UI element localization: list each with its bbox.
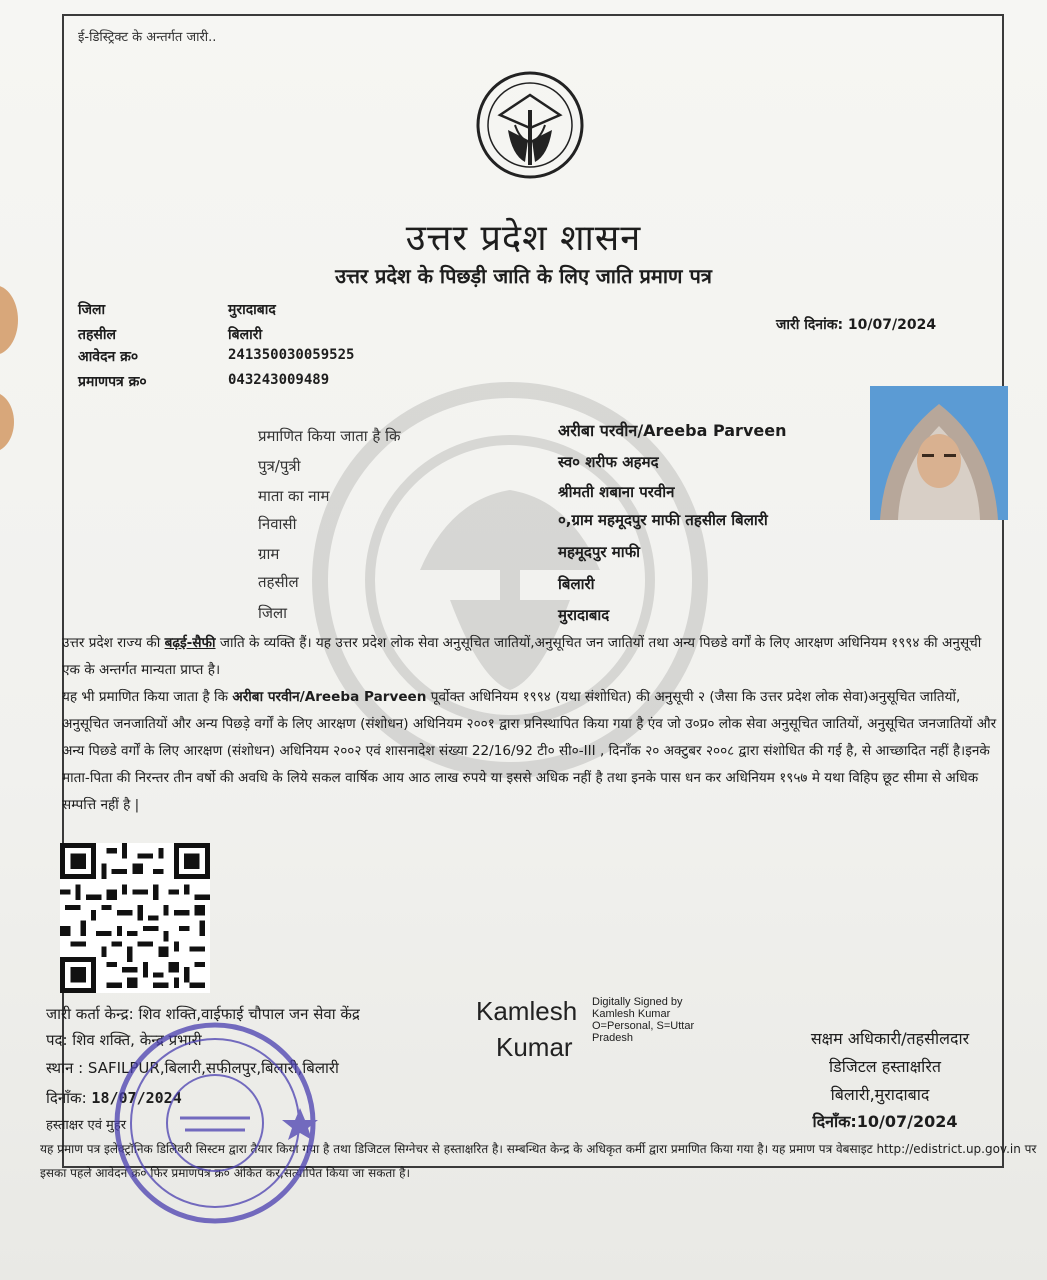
digital-signature-name-line2: Kumar (496, 1032, 573, 1062)
meta-value-certificate-no: 043243009489 (228, 372, 330, 388)
field-value-resident: ०,ग्राम महमूदपुर माफी तहसील बिलारी (558, 511, 768, 529)
para2-text-cont: पूर्वोक्त अधिनियम १९९४ (यथा संशोधित) की अनुसूची २ (जैसा कि उत्तर प्रदेश लोक सेवा)अनुसूचित जातियों, अनुसूचित जनजातियों और अन्य पिछड़े वर्गों के लिए आरक्षण (संशोधन) अधिनियम २००१ द्वारा प्रनिस्थापित किया गया है एंव जो उ०प्र० लोक सेवा अनुसूचित जातियों, अनुसूचित जनजातियों और अन्य पिछडे वर्गों के लिए आरक्षण (संशोधन) अधिनियम २००२ एवं शासनादेश संख्या 22/16/92 टी० सी०-III , दिनाँक २० अक्टुबर २००८ द्वारा संशोधित की गई है, से आच्छादित नहीं है।इनके माता-पिता की निरन्तर तीन वर्षो की अवधि के लिये सकल वार्षिक आय आठ लाख रुपये या इससे अधिक नहीं है तथा इनके पास धन कर अधिनियम १९५७ मे यथा विहिप छूट सीमा से अधिक सम्पत्ति नहीं है | (62, 689, 997, 813)
issuer-date-label: दिनाँक: (46, 1089, 87, 1107)
field-value-mother: श्रीमती शबाना परवीन (558, 483, 675, 501)
field-value-village: महमूदपुर माफी (558, 543, 641, 561)
field-value-name: अरीबा परवीन/Areeba Parveen (558, 421, 787, 440)
meta-label-tehsil: तहसील (78, 327, 116, 343)
authority-sign: डिजिटल हस्ताक्षरित (829, 1057, 941, 1076)
issue-date: जारी दिनांक: 10/07/2024 (776, 317, 937, 333)
meta-value-application-no: 241350030059525 (228, 347, 355, 363)
para1-text: उत्तर प्रदेश राज्य की (62, 635, 165, 651)
field-value-father: स्व० शरीफ अहमद (558, 453, 659, 471)
footer-note: यह प्रमाण पत्र इलेक्ट्रॉनिक डिलिवरी सिस्टम द्वारा तैयार किया गया है तथा डिजिटल सिग्नेचर से हस्ताक्षरित है। सम्बन्धित केन्द्र के अधिकृत कर्मी द्वारा प्रमाणित किया गया है। यह प्रमाण पत्र वेबसाइट http://edistrict.up.gov.in पर इसका पहले आवेदन क्र० फिर प्रमाणपत्र क्र० अंकित कर,सत्यापित किया जा सकता है। (40, 1142, 1037, 1180)
field-label-village: ग्राम (258, 545, 280, 563)
caste-name: बढ़ई-सैफी (164, 635, 216, 651)
issuer-place: स्थान : SAFILPUR,बिलारी,सफीलपुर,बिलारी,बिलारी (46, 1059, 339, 1077)
up-government-emblem-icon (470, 70, 590, 180)
finger (0, 285, 18, 355)
para1-text-cont: जाति के व्यक्ति हैं। यह उत्तर प्रदेश लोक सेवा अनुसूचित जातियों,अनुसूचित जन जातियों तथा अन्य पिछडे वर्गों के लिए आरक्षण अधिनियम १९९४ की अनुसूची एक के अन्तर्गत मान्यता प्राप्त है। (62, 635, 982, 678)
page-title: उत्तर प्रदेश शासन (405, 218, 642, 259)
digital-signature-name-line1: Kamlesh (476, 996, 578, 1026)
field-label-district: जिला (258, 604, 288, 622)
authority-place: बिलारी,मुरादाबाद (830, 1085, 930, 1104)
field-label-certified: प्रमाणित किया जाता है कि (258, 427, 401, 445)
meta-value-district: मुरादाबाद (228, 302, 276, 318)
applicant-name-inline: अरीबा परवीन/Areeba Parveen (232, 689, 427, 705)
top-note: ई-डिस्ट्रिक्ट के अन्तर्गत जारी.. (78, 30, 217, 45)
rubber-stamp (110, 1018, 320, 1228)
certificate-subtitle: उत्तर प्रदेश के पिछड़ी जाति के लिए जाति प्रमाण पत्र (335, 264, 712, 288)
meta-label-certificate-no: प्रमाणपत्र क्र० (78, 374, 147, 390)
caste-paragraph (62, 630, 1002, 684)
finger (0, 392, 14, 452)
field-label-mother: माता का नाम (258, 487, 330, 505)
field-label-resident: निवासी (258, 515, 297, 533)
authority-date: दिनाँक:10/07/2024 (812, 1112, 958, 1131)
meta-label-district: जिला (78, 302, 106, 318)
para2-text: यह भी प्रमाणित किया जाता है कि (62, 689, 233, 705)
qr-code (60, 843, 210, 993)
meta-label-application-no: आवेदन क्र० (78, 349, 139, 365)
field-label-tehsil: तहसील (258, 573, 299, 591)
field-value-tehsil: बिलारी (558, 575, 595, 593)
issuer-center: जारी कर्ता केन्द्र: शिव शक्ति,वाईफाई चौपाल जन सेवा केंद्र (46, 1005, 360, 1023)
authority-title: सक्षम अधिकारी/तहसीलदार (810, 1029, 970, 1048)
applicant-photo (870, 386, 1008, 520)
digital-signature-details: Digitally Signed by Kamlesh Kumar O=Personal, S=Uttar Pradesh (592, 996, 695, 1044)
field-label-relation: पुत्र/पुत्री (258, 457, 301, 475)
issuer-sign-label: हस्ताक्षर एवं मुहर (46, 1118, 127, 1133)
meta-value-tehsil: बिलारी (228, 327, 263, 343)
field-value-district: मुरादाबाद (558, 606, 610, 624)
declaration-paragraph (62, 684, 1002, 819)
issuer-date-value: 18/07/2024 (91, 1089, 182, 1107)
issuer-post: पद: शिव शक्ति, केन्द्र प्रभारी (46, 1031, 202, 1049)
